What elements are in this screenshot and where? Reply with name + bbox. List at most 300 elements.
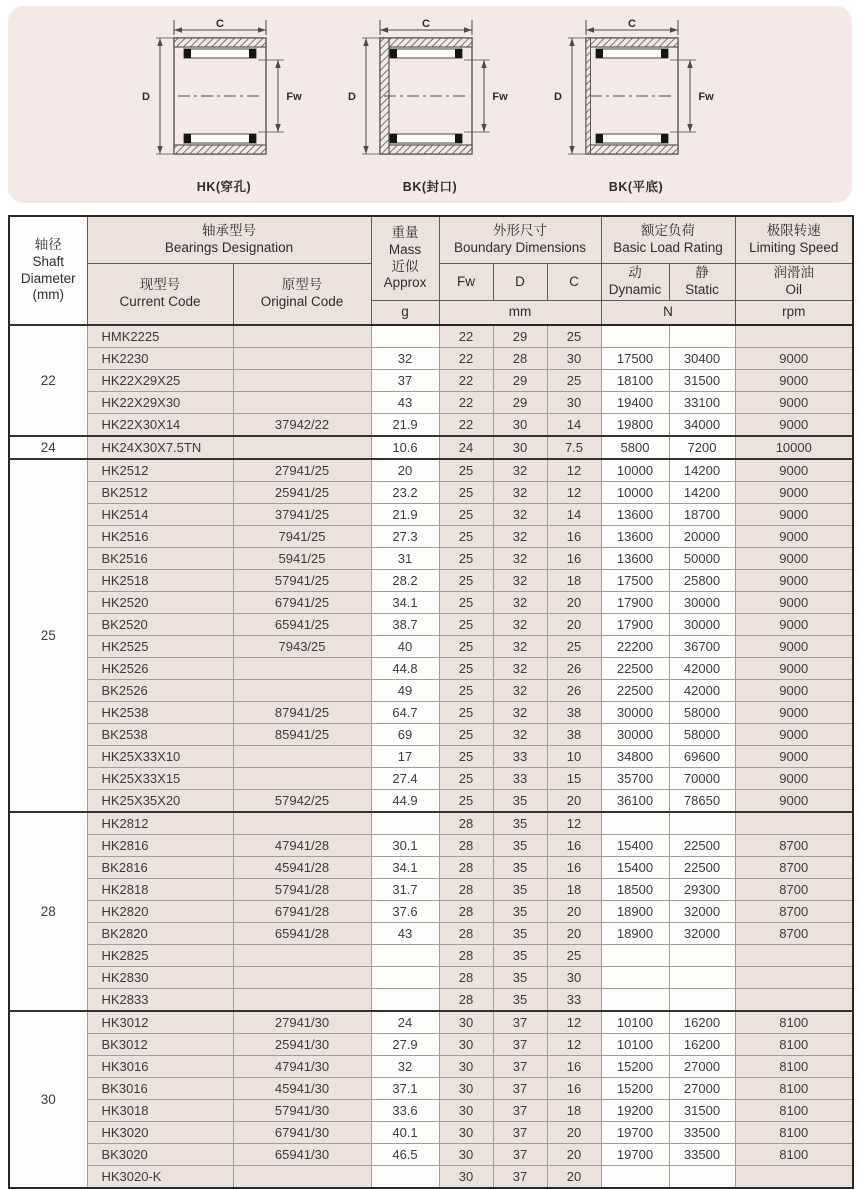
cell-d: 29 xyxy=(493,370,547,392)
cell-c: 15 xyxy=(547,768,601,790)
cell-fw: 30 xyxy=(439,1011,493,1034)
cell-current-code: HK25X35X20 xyxy=(87,790,233,813)
cell-fw: 25 xyxy=(439,790,493,813)
cell-dynamic: 18900 xyxy=(601,923,669,945)
cell-c: 18 xyxy=(547,879,601,901)
cell-c: 16 xyxy=(547,835,601,857)
cell-fw: 28 xyxy=(439,879,493,901)
cell-d: 37 xyxy=(493,1166,547,1189)
cell-oil: 9000 xyxy=(735,790,853,813)
cell-fw: 22 xyxy=(439,348,493,370)
cell-c: 25 xyxy=(547,325,601,348)
cell-fw: 25 xyxy=(439,614,493,636)
table-row xyxy=(9,1034,853,1056)
cell-dynamic: 5800 xyxy=(601,436,669,459)
cell-static: 33500 xyxy=(669,1122,735,1144)
cell-oil: 9000 xyxy=(735,570,853,592)
cell-oil: 8700 xyxy=(735,835,853,857)
cell-fw: 22 xyxy=(439,325,493,348)
svg-text:Fw: Fw xyxy=(286,91,302,103)
cell-static xyxy=(669,812,735,835)
cell-d: 35 xyxy=(493,945,547,967)
cell-oil: 8100 xyxy=(735,1011,853,1034)
cell-current-code: HK22X30X14 xyxy=(87,414,233,437)
cell-d: 37 xyxy=(493,1100,547,1122)
cell-dynamic: 30000 xyxy=(601,724,669,746)
table-row xyxy=(9,504,853,526)
cell-fw: 25 xyxy=(439,746,493,768)
table-row xyxy=(9,570,853,592)
cell-current-code: HK2812 xyxy=(87,812,233,835)
cell-d: 37 xyxy=(493,1122,547,1144)
cell-fw: 25 xyxy=(439,504,493,526)
table-row xyxy=(9,989,853,1012)
table-row xyxy=(9,945,853,967)
cell-d: 32 xyxy=(493,482,547,504)
bearing-diagrams-panel xyxy=(8,6,852,203)
cell-mass xyxy=(371,967,439,989)
bearing-section-drawing xyxy=(340,18,520,176)
cell-original-code: 25941/30 xyxy=(233,1034,371,1056)
cell-current-code: HMK2225 xyxy=(87,325,233,348)
table-row xyxy=(9,592,853,614)
cell-fw: 25 xyxy=(439,768,493,790)
header-dynamic: 动 Dynamic xyxy=(601,264,669,301)
cell-original-code: 47941/30 xyxy=(233,1056,371,1078)
cell-static: 33500 xyxy=(669,1144,735,1166)
cell-dynamic: 13600 xyxy=(601,526,669,548)
cell-static: 30400 xyxy=(669,348,735,370)
cell-static: 18700 xyxy=(669,504,735,526)
cell-original-code: 45941/28 xyxy=(233,857,371,879)
cell-static: 30000 xyxy=(669,614,735,636)
cell-fw: 25 xyxy=(439,680,493,702)
cell-oil: 9000 xyxy=(735,504,853,526)
cell-current-code: HK25X33X15 xyxy=(87,768,233,790)
cell-original-code: 65941/28 xyxy=(233,923,371,945)
cell-current-code: BK2512 xyxy=(87,482,233,504)
cell-mass: 37.1 xyxy=(371,1078,439,1100)
cell-d: 33 xyxy=(493,746,547,768)
cell-original-code xyxy=(233,392,371,414)
cell-c: 7.5 xyxy=(547,436,601,459)
table-row xyxy=(9,392,853,414)
cell-fw: 30 xyxy=(439,1166,493,1189)
cell-original-code xyxy=(233,1166,371,1189)
cell-static xyxy=(669,1166,735,1189)
cell-c: 16 xyxy=(547,857,601,879)
cell-mass xyxy=(371,945,439,967)
cell-mass: 17 xyxy=(371,746,439,768)
cell-dynamic: 13600 xyxy=(601,548,669,570)
cell-mass: 27.9 xyxy=(371,1034,439,1056)
table-row xyxy=(9,702,853,724)
cell-oil: 9000 xyxy=(735,636,853,658)
cell-oil: 8700 xyxy=(735,901,853,923)
cell-mass: 10.6 xyxy=(371,436,439,459)
diagram-caption: BK(封口) xyxy=(402,180,458,194)
header-limiting-speed: 极限转速 Limiting Speed xyxy=(735,216,853,264)
cell-original-code: 85941/25 xyxy=(233,724,371,746)
cell-d: 32 xyxy=(493,548,547,570)
cell-mass xyxy=(371,989,439,1012)
cell-static: 7200 xyxy=(669,436,735,459)
cell-mass: 37 xyxy=(371,370,439,392)
cell-c: 20 xyxy=(547,1144,601,1166)
cell-current-code: HK22X29X25 xyxy=(87,370,233,392)
cell-fw: 25 xyxy=(439,459,493,482)
cell-static: 22500 xyxy=(669,835,735,857)
cell-original-code: 57942/25 xyxy=(233,790,371,813)
cell-mass: 33.6 xyxy=(371,1100,439,1122)
cell-dynamic: 34800 xyxy=(601,746,669,768)
cell-original-code: 5941/25 xyxy=(233,548,371,570)
cell-dynamic: 30000 xyxy=(601,702,669,724)
cell-fw: 28 xyxy=(439,967,493,989)
cell-original-code: 7943/25 xyxy=(233,636,371,658)
cell-oil: 9000 xyxy=(735,658,853,680)
cell-oil: 9000 xyxy=(735,348,853,370)
cell-dynamic xyxy=(601,989,669,1012)
cell-fw: 25 xyxy=(439,482,493,504)
table-row xyxy=(9,680,853,702)
cell-oil: 9000 xyxy=(735,702,853,724)
cell-dynamic xyxy=(601,325,669,348)
cell-dynamic: 15400 xyxy=(601,835,669,857)
cell-fw: 25 xyxy=(439,724,493,746)
table-row xyxy=(9,414,853,437)
cell-shaft-diameter: 30 xyxy=(9,1011,87,1188)
cell-static: 32000 xyxy=(669,923,735,945)
bearing-section-drawing xyxy=(546,18,726,176)
cell-dynamic xyxy=(601,967,669,989)
table-row xyxy=(9,548,853,570)
cell-static: 70000 xyxy=(669,768,735,790)
cell-c: 18 xyxy=(547,1100,601,1122)
cell-c: 20 xyxy=(547,923,601,945)
cell-d: 37 xyxy=(493,1056,547,1078)
cell-c: 12 xyxy=(547,812,601,835)
cell-static xyxy=(669,989,735,1012)
header-unit-n: N xyxy=(601,301,735,326)
cell-fw: 28 xyxy=(439,923,493,945)
cell-d: 37 xyxy=(493,1078,547,1100)
cell-dynamic: 15200 xyxy=(601,1056,669,1078)
cell-oil: 8700 xyxy=(735,879,853,901)
cell-static: 31500 xyxy=(669,370,735,392)
cell-oil: 9000 xyxy=(735,548,853,570)
cell-shaft-diameter: 28 xyxy=(9,812,87,1011)
cell-static: 58000 xyxy=(669,702,735,724)
cell-c: 14 xyxy=(547,504,601,526)
cell-current-code: HK2833 xyxy=(87,989,233,1012)
cell-d: 35 xyxy=(493,835,547,857)
cell-current-code: BK2816 xyxy=(87,857,233,879)
cell-d: 32 xyxy=(493,702,547,724)
cell-mass: 38.7 xyxy=(371,614,439,636)
cell-mass: 27.3 xyxy=(371,526,439,548)
table-row xyxy=(9,724,853,746)
cell-oil: 8100 xyxy=(735,1078,853,1100)
diagram-caption: BK(平底) xyxy=(608,180,664,194)
cell-current-code: HK24X30X7.5TN xyxy=(87,436,233,459)
table-row xyxy=(9,526,853,548)
header-current-code: 现型号 Current Code xyxy=(87,264,233,326)
cell-dynamic: 10000 xyxy=(601,459,669,482)
cell-static: 33100 xyxy=(669,392,735,414)
cell-oil: 8700 xyxy=(735,857,853,879)
cell-d: 35 xyxy=(493,790,547,813)
cell-oil xyxy=(735,989,853,1012)
cell-static: 50000 xyxy=(669,548,735,570)
cell-c: 10 xyxy=(547,746,601,768)
table-row xyxy=(9,1056,853,1078)
cell-original-code: 65941/25 xyxy=(233,614,371,636)
cell-mass: 31.7 xyxy=(371,879,439,901)
cell-mass: 32 xyxy=(371,348,439,370)
cell-oil xyxy=(735,945,853,967)
cell-dynamic: 10000 xyxy=(601,482,669,504)
cell-d: 32 xyxy=(493,636,547,658)
cell-shaft-diameter: 22 xyxy=(9,325,87,436)
header-shaft-diameter: 轴径 Shaft Diameter (mm) xyxy=(9,216,87,325)
cell-mass xyxy=(371,325,439,348)
cell-mass: 43 xyxy=(371,923,439,945)
cell-fw: 30 xyxy=(439,1122,493,1144)
cell-c: 20 xyxy=(547,1166,601,1189)
cell-static: 29300 xyxy=(669,879,735,901)
cell-fw: 30 xyxy=(439,1056,493,1078)
cell-oil: 8100 xyxy=(735,1056,853,1078)
header-unit-g: g xyxy=(371,301,439,326)
cell-dynamic: 22200 xyxy=(601,636,669,658)
diagram-caption: HK(穿孔) xyxy=(196,180,252,194)
cell-c: 30 xyxy=(547,967,601,989)
table-row xyxy=(9,1011,853,1034)
cell-fw: 28 xyxy=(439,945,493,967)
cell-original-code: 57941/28 xyxy=(233,879,371,901)
cell-original-code: 37942/22 xyxy=(233,414,371,437)
cell-dynamic xyxy=(601,945,669,967)
cell-fw: 22 xyxy=(439,414,493,437)
cell-dynamic: 35700 xyxy=(601,768,669,790)
cell-current-code: HK2526 xyxy=(87,658,233,680)
cell-mass: 37.6 xyxy=(371,901,439,923)
cell-mass xyxy=(371,1166,439,1189)
cell-fw: 25 xyxy=(439,526,493,548)
cell-dynamic: 10100 xyxy=(601,1011,669,1034)
cell-static: 25800 xyxy=(669,570,735,592)
cell-oil: 9000 xyxy=(735,592,853,614)
cell-current-code: HK22X29X30 xyxy=(87,392,233,414)
cell-original-code xyxy=(233,325,371,348)
cell-d: 35 xyxy=(493,923,547,945)
cell-fw: 22 xyxy=(439,392,493,414)
header-basic-load-rating: 额定负荷 Basic Load Rating xyxy=(601,216,735,264)
cell-fw: 28 xyxy=(439,857,493,879)
cell-c: 26 xyxy=(547,658,601,680)
cell-oil: 9000 xyxy=(735,680,853,702)
cell-original-code: 67941/28 xyxy=(233,901,371,923)
cell-mass: 46.5 xyxy=(371,1144,439,1166)
table-row xyxy=(9,459,853,482)
cell-current-code: BK3016 xyxy=(87,1078,233,1100)
cell-static: 34000 xyxy=(669,414,735,437)
cell-mass: 28.2 xyxy=(371,570,439,592)
cell-static: 42000 xyxy=(669,658,735,680)
cell-oil: 8100 xyxy=(735,1034,853,1056)
cell-mass: 40 xyxy=(371,636,439,658)
cell-dynamic xyxy=(601,812,669,835)
cell-dynamic: 10100 xyxy=(601,1034,669,1056)
cell-dynamic: 19400 xyxy=(601,392,669,414)
cell-mass: 24 xyxy=(371,1011,439,1034)
diagram-hk-open xyxy=(134,18,314,195)
table-row xyxy=(9,901,853,923)
cell-d: 32 xyxy=(493,526,547,548)
cell-current-code: HK2818 xyxy=(87,879,233,901)
cell-static: 16200 xyxy=(669,1034,735,1056)
cell-c: 16 xyxy=(547,1056,601,1078)
cell-dynamic: 22500 xyxy=(601,680,669,702)
table-row xyxy=(9,812,853,835)
table-row xyxy=(9,1144,853,1166)
cell-static xyxy=(669,967,735,989)
cell-original-code: 25941/25 xyxy=(233,482,371,504)
cell-current-code: HK2825 xyxy=(87,945,233,967)
table-row xyxy=(9,1100,853,1122)
cell-current-code: HK3016 xyxy=(87,1056,233,1078)
cell-oil: 9000 xyxy=(735,414,853,437)
cell-c: 18 xyxy=(547,570,601,592)
cell-fw: 28 xyxy=(439,901,493,923)
diagram-bk-flat xyxy=(546,18,726,195)
cell-current-code: BK2516 xyxy=(87,548,233,570)
cell-oil: 8100 xyxy=(735,1100,853,1122)
cell-original-code xyxy=(233,348,371,370)
cell-c: 20 xyxy=(547,901,601,923)
cell-current-code: HK2820 xyxy=(87,901,233,923)
table-row xyxy=(9,614,853,636)
cell-original-code xyxy=(233,967,371,989)
cell-mass: 32 xyxy=(371,1056,439,1078)
cell-d: 35 xyxy=(493,812,547,835)
cell-original-code xyxy=(233,680,371,702)
cell-original-code: 57941/25 xyxy=(233,570,371,592)
cell-dynamic: 13600 xyxy=(601,504,669,526)
cell-c: 20 xyxy=(547,592,601,614)
cell-dynamic: 36100 xyxy=(601,790,669,813)
cell-mass: 43 xyxy=(371,392,439,414)
cell-fw: 22 xyxy=(439,370,493,392)
cell-current-code: BK2538 xyxy=(87,724,233,746)
cell-shaft-diameter: 24 xyxy=(9,436,87,459)
header-bearings-designation: 轴承型号 Bearings Designation xyxy=(87,216,371,264)
cell-c: 25 xyxy=(547,636,601,658)
cell-d: 35 xyxy=(493,901,547,923)
cell-d: 33 xyxy=(493,768,547,790)
cell-d: 29 xyxy=(493,392,547,414)
svg-text:C: C xyxy=(422,18,430,30)
table-row xyxy=(9,768,853,790)
cell-static: 32000 xyxy=(669,901,735,923)
cell-current-code: HK2514 xyxy=(87,504,233,526)
table-row xyxy=(9,658,853,680)
cell-current-code: HK3012 xyxy=(87,1011,233,1034)
cell-oil: 9000 xyxy=(735,370,853,392)
cell-d: 37 xyxy=(493,1144,547,1166)
cell-current-code: BK3012 xyxy=(87,1034,233,1056)
cell-original-code xyxy=(233,746,371,768)
cell-c: 25 xyxy=(547,945,601,967)
header-mass-approx: 重量 Mass 近似 Approx xyxy=(371,216,439,301)
cell-current-code: BK2526 xyxy=(87,680,233,702)
cell-mass: 69 xyxy=(371,724,439,746)
cell-static: 20000 xyxy=(669,526,735,548)
cell-dynamic: 22500 xyxy=(601,658,669,680)
cell-mass: 23.2 xyxy=(371,482,439,504)
cell-d: 32 xyxy=(493,459,547,482)
cell-original-code: 7941/25 xyxy=(233,526,371,548)
cell-fw: 25 xyxy=(439,702,493,724)
cell-fw: 30 xyxy=(439,1144,493,1166)
cell-original-code xyxy=(233,370,371,392)
cell-c: 12 xyxy=(547,1034,601,1056)
cell-d: 29 xyxy=(493,325,547,348)
cell-c: 16 xyxy=(547,548,601,570)
cell-static xyxy=(669,945,735,967)
cell-mass: 44.9 xyxy=(371,790,439,813)
table-row xyxy=(9,436,853,459)
cell-mass: 27.4 xyxy=(371,768,439,790)
cell-c: 33 xyxy=(547,989,601,1012)
svg-text:Fw: Fw xyxy=(698,91,714,103)
cell-mass: 64.7 xyxy=(371,702,439,724)
cell-oil: 9000 xyxy=(735,746,853,768)
cell-static: 16200 xyxy=(669,1011,735,1034)
cell-fw: 24 xyxy=(439,436,493,459)
cell-original-code xyxy=(233,436,371,459)
cell-static: 58000 xyxy=(669,724,735,746)
cell-oil: 9000 xyxy=(735,392,853,414)
cell-current-code: HK3018 xyxy=(87,1100,233,1122)
bearing-section-drawing xyxy=(134,18,314,176)
cell-d: 35 xyxy=(493,989,547,1012)
cell-current-code: HK2525 xyxy=(87,636,233,658)
cell-static: 78650 xyxy=(669,790,735,813)
cell-static: 27000 xyxy=(669,1078,735,1100)
cell-oil: 9000 xyxy=(735,526,853,548)
cell-original-code: 45941/30 xyxy=(233,1078,371,1100)
cell-dynamic: 19200 xyxy=(601,1100,669,1122)
cell-oil: 9000 xyxy=(735,724,853,746)
cell-c: 25 xyxy=(547,370,601,392)
cell-oil: 8100 xyxy=(735,1122,853,1144)
cell-current-code: HK2830 xyxy=(87,967,233,989)
cell-current-code: HK2518 xyxy=(87,570,233,592)
cell-d: 32 xyxy=(493,504,547,526)
header-unit-mm: mm xyxy=(439,301,601,326)
cell-original-code: 87941/25 xyxy=(233,702,371,724)
cell-original-code xyxy=(233,945,371,967)
cell-static: 69600 xyxy=(669,746,735,768)
table-row xyxy=(9,482,853,504)
cell-current-code: HK2512 xyxy=(87,459,233,482)
table-row xyxy=(9,325,853,348)
header-d: D xyxy=(493,264,547,301)
cell-c: 20 xyxy=(547,790,601,813)
cell-dynamic: 19800 xyxy=(601,414,669,437)
